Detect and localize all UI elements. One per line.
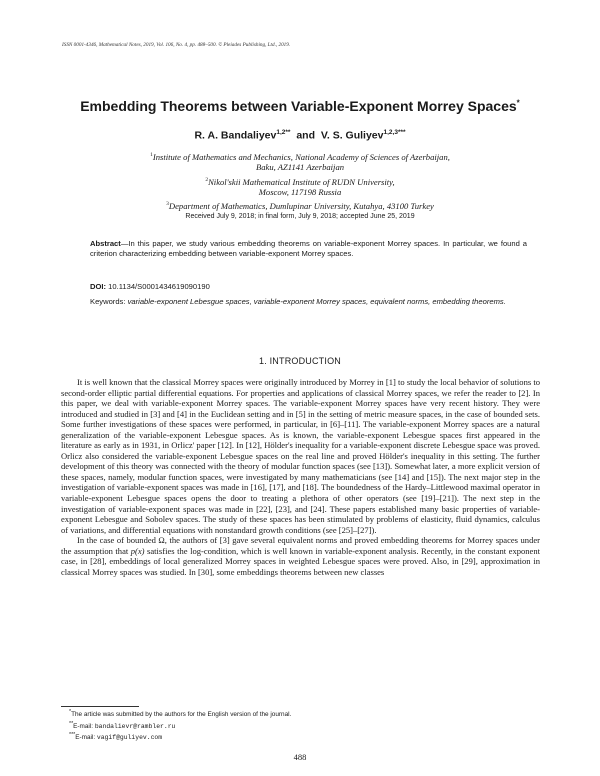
title-footnote-mark: *	[516, 98, 520, 108]
footnote-2	[61, 720, 541, 732]
affiliation-1-line-1: Institute of Mathematics and Mechanics, National Academy of Sciences of Azerbaijan,	[152, 151, 450, 162]
footnotes	[61, 708, 541, 743]
author-2-sup: 1,2,3***	[383, 129, 406, 136]
footnote-3-email[interactable]: vagif@guliyev.com	[96, 734, 163, 742]
affiliation-2-line-1: Nikol'skii Mathematical Institute of RUDN University,	[208, 176, 395, 187]
affiliation-2	[60, 175, 540, 198]
footnote-1	[61, 708, 541, 720]
doi-value[interactable]: 10.1134/S0001434619090190	[108, 282, 210, 291]
footnote-3-mark: ***	[69, 732, 76, 739]
footnote-2-mark: **	[69, 720, 74, 727]
abstract-text: —In this paper, we study various embedding theorems on variable-exponent Morrey spaces. In particular, we found a criterion characterizing embedding between variable-exponent Morrey spaces.	[90, 239, 527, 259]
affiliation-3-line-1: Department of Mathematics, Dumlupinar University, Kutahya, 43100 Turkey	[168, 200, 434, 211]
affiliation-2-line-2: Moscow, 117198 Russia	[258, 187, 342, 198]
affiliation-1	[60, 150, 540, 173]
keywords-text: variable-exponent Lebesgue spaces, variable-exponent Morrey spaces, equivalent norms, embedding theorems.	[127, 297, 506, 306]
keywords	[90, 297, 527, 307]
affiliation-3	[60, 199, 540, 211]
paragraph-2-part-b: satisfies the log-condition, which is well known in variable-exponent analysis. Recently, in the constant exponent case, in [28], embeddings of local generalized Morrey spaces in weighted Lebesgue spaces were proved. Also, in [29], approximation in classical Morrey spaces was studied. In [30], some embeddings theorems between new classes	[61, 545, 540, 577]
paragraph-2-math: p(x)	[130, 545, 145, 556]
page-number: 488	[293, 752, 307, 762]
author-1-sup: 1,2**	[276, 129, 291, 136]
received-dates: Received July 9, 2018; in final form, July 9, 2018; accepted June 25, 2019	[185, 213, 415, 220]
footnote-2-label: E-mail:	[73, 722, 95, 730]
paper-title	[0, 98, 600, 114]
doi-label: DOI:	[90, 282, 107, 291]
abstract	[90, 239, 527, 260]
affiliation-3-sup: 3	[166, 201, 169, 207]
author-2-name: V. S. Guliyev	[320, 129, 384, 142]
author-conjunction: and	[296, 129, 315, 142]
footnote-1-text: The article was submitted by the authors for the English version of the journal.	[71, 711, 292, 719]
doi	[90, 282, 210, 291]
affiliation-1-line-2: Baku, AZ1141 Azerbaijan	[255, 162, 345, 173]
footnote-1-mark: *	[69, 709, 72, 715]
footnote-3-label: E-mail:	[75, 734, 97, 742]
footnote-2-email[interactable]: bandalievr@rambler.ru	[94, 722, 176, 730]
paragraph-2-part-a: In the case of bounded Ω, the authors of [3] gave several equivalent norms and proved embedding theorems for Morrey spaces under the assumption that	[61, 535, 540, 556]
author-line	[0, 129, 600, 142]
footnote-rule	[61, 706, 139, 707]
keywords-label: Keywords:	[90, 297, 126, 306]
paragraph-1: It is well known that the classical Morrey spaces were originally introduced by Morrey in [1] to study the local behavior of solutions to second-order elliptic partial differential equations. For properties and applications of classical Morrey spaces, we refer the reader to [2]. In this paper, we deal with variable-exponent Morrey spaces. The variable-exponent Morrey spaces have very recent history. They were introduced and studied in [3] and [4] in the Euclidean setting and in [5] in the setting of metric measure spaces, in the case of bounded sets. Some further investigations of these spaces were performed, in particular, in [6]–[11]. The variable-exponent Morrey spaces are a natural generalization of the variable-exponent Lebesgue spaces. As is known, the variable-exponent Lebesgue spaces first appeared in the literature as early as in 1931, in Orlicz' paper [12]. In [12], Hölder's inequality for a variable-exponent discrete Lebesgue space was proved. Orlicz also considered the variable-exponent Lebesgue spaces on the real line and proved Hölder's inequality in this setting. The further development of this theory was connected with the theory of modular function spaces (see [13]). Somewhat later, a more explicit version of these spaces, namely, modular function spaces, were investigated by many mathematicians (see [14] and [15]). The next major step in the investigation of variable-exponent spaces was made in [16], [17], and [18]. The boundedness of the Hardy–Littlewood maximal operator in variable-exponent Lebesgue spaces opens the door to treating a plethora of other operators (see [19]–[21]). The next step in the investigation of variable-exponent spaces was made in [22], [23], and [24]. These papers established many basic properties of variable-exponent Lebesgue and Sobolev spaces. The study of these spaces has been stimulated by problems of elasticity, fluid dynamics, calculus of variations, and differential equations with nonstandard growth conditions (see [25]–[27]).	[61, 377, 540, 535]
abstract-label: Abstract	[90, 239, 121, 248]
footnote-3	[61, 731, 541, 743]
affiliation-2-sup: 2	[205, 177, 209, 183]
title-text: Embedding Theorems between Variable-Exponent Morrey Spaces	[80, 98, 517, 114]
affiliation-1-sup: 1	[150, 152, 153, 158]
running-header: ISSN 0001-4346, Mathematical Notes, 2019, Vol. 106, No. 4, pp. 488–500. © Pleiades Publishing, Ltd., 2019.	[62, 42, 291, 48]
author-1-name: R. A. Bandaliyev	[194, 129, 277, 142]
section-heading: 1. INTRODUCTION	[258, 356, 341, 366]
paragraph-2	[61, 535, 540, 577]
body-text	[61, 377, 540, 577]
